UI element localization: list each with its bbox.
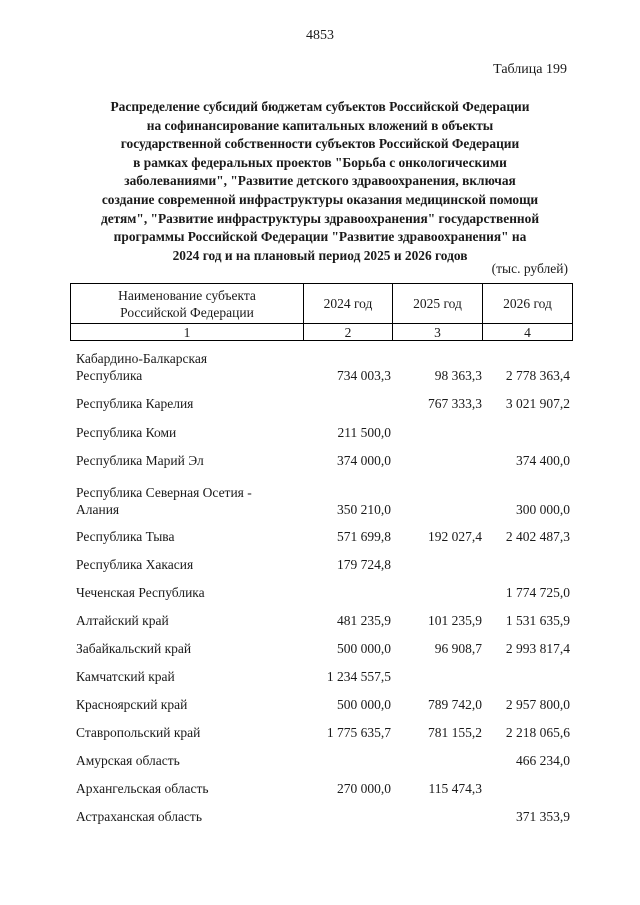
region-name: Астраханская область: [76, 809, 202, 824]
region-name: Алтайский край: [76, 613, 169, 628]
value-2024: 481 235,9: [337, 613, 391, 628]
value-2024: 571 699,8: [337, 529, 391, 544]
column-number-row: [71, 324, 573, 341]
value-2024: 350 210,0: [337, 502, 391, 517]
column-number-4: 4: [483, 324, 573, 341]
region-name: Республика Марий Эл: [76, 453, 204, 468]
title-line: детям", "Развитие инфраструктуры здравоохранения" государственной: [100, 210, 540, 226]
value-2025: 98 363,3: [434, 368, 482, 383]
table-row: [70, 518, 572, 545]
region-name: Республика Карелия: [76, 396, 194, 411]
region-name: [76, 484, 252, 518]
value-2026: 1 774 725,0: [505, 585, 570, 600]
value-2026: 374 400,0: [516, 453, 570, 468]
page-number: 4853: [306, 28, 334, 43]
table-body: [70, 346, 572, 825]
header-row: [71, 284, 573, 324]
table-row: [70, 573, 572, 601]
value-2025: 789 742,0: [428, 697, 482, 712]
value-2024: 734 003,3: [337, 368, 391, 383]
column-number-2: 2: [304, 324, 393, 341]
region-name-line2: Республика: [76, 368, 143, 383]
region-name-line1: Республика Северная Осетия -: [76, 485, 252, 500]
value-2025: 767 333,3: [428, 396, 482, 411]
value-2025: 192 027,4: [428, 529, 482, 544]
region-name: Архангельская область: [76, 781, 209, 796]
header-2025: 2025 год: [393, 284, 483, 324]
value-2024: 500 000,0: [337, 641, 391, 656]
table-row: [70, 741, 572, 769]
units-label: (тыс. рублей): [491, 261, 568, 276]
value-2026: 371 353,9: [516, 809, 570, 824]
region-name: Амурская область: [76, 753, 180, 768]
table-row: [70, 769, 572, 797]
title-line: создание современной инфраструктуры оказания медицинской помощи: [101, 191, 539, 207]
title-line: в рамках федеральных проектов "Борьба с онкологическими: [133, 154, 507, 170]
title-line: 2024 год и на плановый период 2025 и 2026 годов: [172, 247, 468, 263]
table-row: [70, 545, 572, 573]
value-2026: 2 778 363,4: [505, 368, 570, 383]
column-number-3: 3: [393, 324, 483, 341]
table-row: [70, 601, 572, 629]
value-2026: 1 531 635,9: [505, 613, 570, 628]
document-title: [70, 98, 570, 265]
value-2024: 211 500,0: [337, 425, 391, 440]
region-name: Республика Хакасия: [76, 557, 194, 572]
value-2025: 96 908,7: [434, 641, 482, 656]
region-name-line1: Кабардино-Балкарская: [76, 351, 208, 366]
region-name: Чеченская Республика: [76, 585, 205, 600]
title-line: заболеваниями", "Развитие детского здравоохранения, включая: [124, 173, 516, 189]
value-2026: 2 993 817,4: [505, 641, 570, 656]
header-name-line1: Наименование субъекта: [118, 287, 256, 303]
value-2026: 3 021 907,2: [505, 396, 570, 411]
table-row: [70, 797, 572, 825]
value-2024: 1 234 557,5: [326, 669, 391, 684]
table-row: [70, 629, 572, 657]
title-line: программы Российской Федерации "Развитие здравоохранения" на: [113, 229, 527, 245]
value-2026: 2 957 800,0: [505, 697, 570, 712]
table-row: [70, 657, 572, 685]
table-row: [70, 384, 572, 412]
region-name: Камчатский край: [76, 669, 175, 684]
header-2026: 2026 год: [483, 284, 573, 324]
value-2024: 1 775 635,7: [326, 725, 391, 740]
column-number-1: 1: [71, 324, 304, 341]
title-line: на софинансирование капитальных вложений в объекты: [146, 117, 494, 133]
region-name: Республика Тыва: [76, 529, 175, 544]
region-name-line2: Алания: [76, 502, 120, 517]
value-2025: 101 235,9: [428, 613, 482, 628]
table-row: [70, 412, 572, 441]
region-name: Забайкальский край: [76, 641, 192, 656]
value-2025: 115 474,3: [428, 781, 482, 796]
header-name-line2: Российской Федерации: [120, 304, 254, 320]
title-line: государственной собственности субъектов Российской Федерации: [120, 136, 520, 152]
table-row: [70, 685, 572, 713]
region-name: Республика Коми: [76, 425, 177, 440]
title-line: Распределение субсидий бюджетам субъектов Российской Федерации: [110, 99, 530, 114]
value-2026: 300 000,0: [516, 502, 570, 517]
region-name: [76, 350, 207, 384]
region-name: Ставропольский край: [76, 725, 201, 740]
header-name-cell: [71, 284, 304, 324]
region-name: Красноярский край: [76, 697, 188, 712]
value-2025: 781 155,2: [428, 725, 482, 740]
value-2026: 2 218 065,6: [505, 725, 570, 740]
table-label: Таблица 199: [493, 62, 567, 77]
value-2026: 466 234,0: [516, 753, 570, 768]
table-row: [70, 469, 572, 518]
value-2024: 179 724,8: [337, 557, 391, 572]
value-2024: 374 000,0: [337, 453, 391, 468]
table-row: [70, 346, 572, 384]
table-row: [70, 441, 572, 469]
value-2024: 270 000,0: [337, 781, 391, 796]
header-2024: 2024 год: [304, 284, 393, 324]
value-2024: 500 000,0: [337, 697, 391, 712]
table-row: [70, 713, 572, 741]
table-header: [70, 283, 573, 341]
value-2026: 2 402 487,3: [505, 529, 570, 544]
